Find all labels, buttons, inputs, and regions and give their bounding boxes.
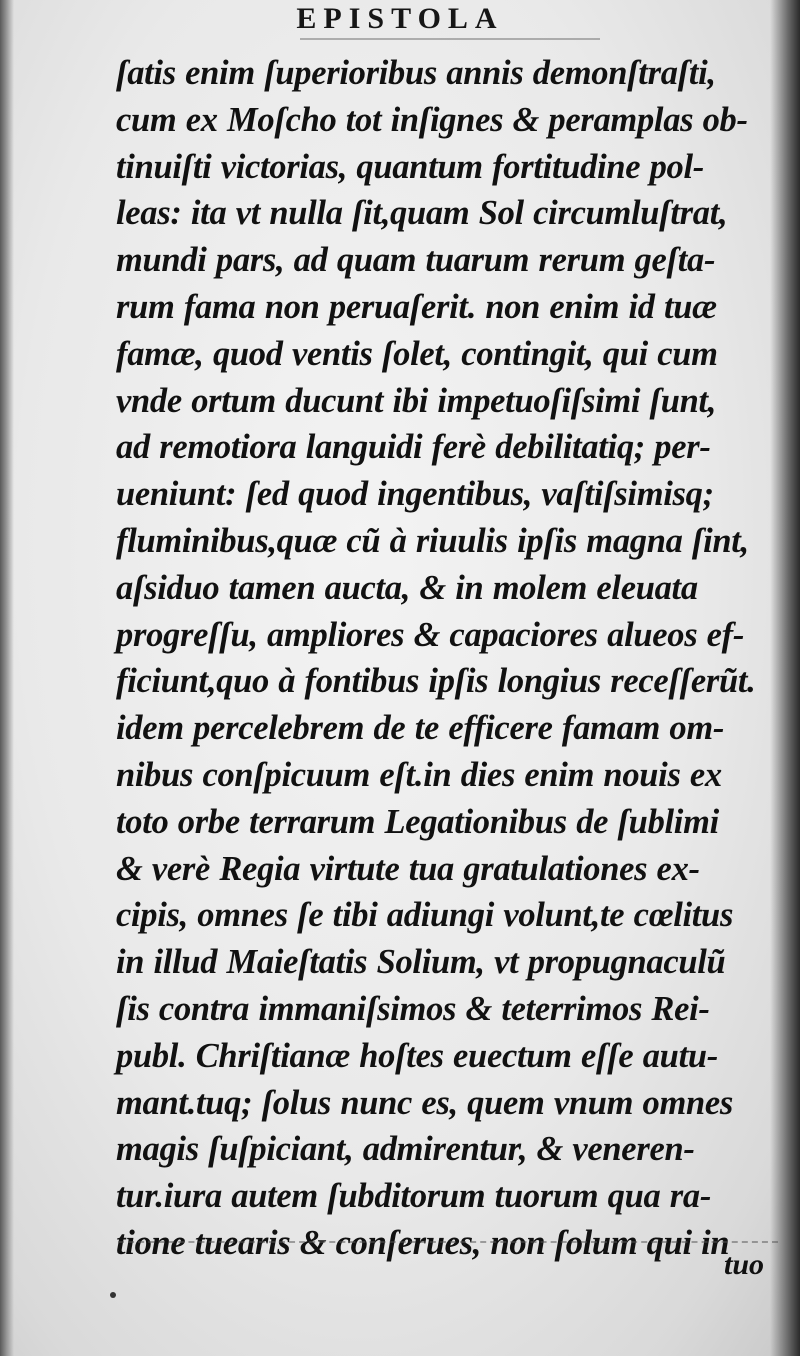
text-line: publ. Chriſtianæ hoſtes euectum eſſe autu- [116,1036,718,1075]
text-line: ſatis enim ſuperioribus annis demonſtraſti, [116,54,716,92]
bottom-rule [118,1241,778,1243]
text-line: aſsiduo tamen aucta, & in molem eleuata [116,568,698,607]
text-line: tinuiſti victorias, quantum fortitudine pol- [116,147,704,186]
text-line: ſis contra immaniſsimos & teterrimos Rei- [116,989,710,1028]
text-line: tione tuearis & conſerues, non ſolum qui in [116,1223,730,1262]
text-line: ad remotiora languidi ferè debilitatiq; per- [116,428,711,467]
text-line: fluminibus,quæ cũ à riuulis ipſis magna ſint, [116,521,749,560]
text-line: in illud Maieſtatis Solium, vt propugnaculũ [116,943,726,982]
text-line: & verè Regia virtute tua gratulationes ex- [116,849,700,888]
text-line: magis ſuſpiciant, admirentur, & veneren- [116,1130,695,1169]
running-head: EPISTOLA [296,2,504,35]
text-line: idem percelebrem de te efficere famam om- [116,709,725,748]
text-line: leas: ita vt nulla ſit,quam Sol circumluſtrat, [116,194,728,233]
page-gutter-shadow [0,0,14,1356]
text-line: cipis, omnes ſe tibi adiungi volunt,te cœlitus [116,896,734,935]
catchword: tuo [724,1248,765,1281]
text-line: progreſſu, ampliores & capaciores alueos ef- [116,615,745,654]
text-line: rum fama non peruaſerit. non enim id tuæ [116,287,717,326]
running-head-rule [300,38,600,40]
text-line: mant.tuq; ſolus nunc es, quem vnum omnes [116,1083,734,1122]
body-text [116,50,766,1267]
page-edge-shadow [770,0,800,1356]
text-line: ficiunt,quo à fontibus ipſis longius receſſerũt. [116,662,756,701]
text-line: ueniunt: ſed quod ingentibus, vaſtiſsimisq; [116,475,714,514]
text-line: nibus conſpicuum eſt.in dies enim nouis ex [116,755,722,794]
text-line: famæ, quod ventis ſolet, contingit, qui cum [116,334,718,373]
text-line: mundi pars, ad quam tuarum rerum geſta- [116,241,716,280]
ink-speck [110,1292,116,1298]
text-line: toto orbe terrarum Legationibus de ſublimi [116,802,719,841]
text-line: tur.iura autem ſubditorum tuorum qua ra- [116,1177,712,1216]
text-line: vnde ortum ducunt ibi impetuoſiſsimi ſunt, [116,381,717,420]
text-line: cum ex Moſcho tot inſignes & peramplas ob- [116,100,748,139]
